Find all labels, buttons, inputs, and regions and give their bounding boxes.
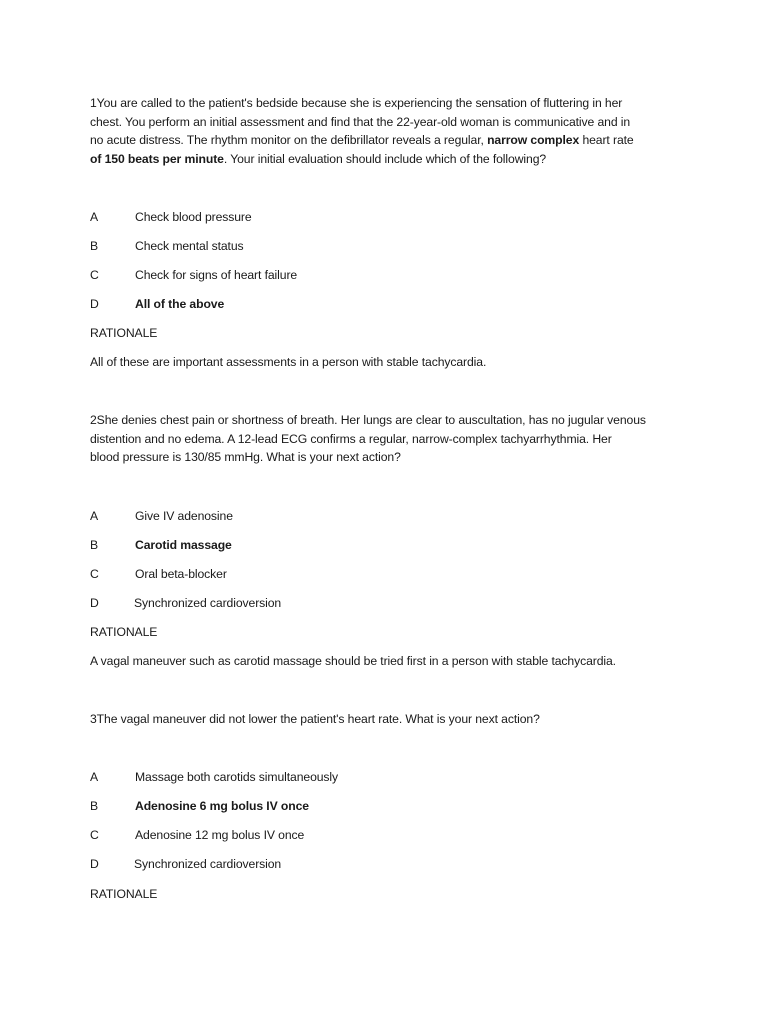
question-3-prompt: 3The vagal maneuver did not lower the patient's heart rate. What is your next action? [90,712,540,726]
question-1-rationale-heading: RATIONALE [90,326,158,340]
question-1-line-2: chest. You perform an initial assessment and find that the 22-year-old woman is communicative and in [90,114,631,129]
option-text: Check for signs of heart failure [135,268,298,282]
question-1-highlight-narrow-complex: narrow complex [487,133,580,147]
question-2-prompt [90,411,690,467]
option-letter: B [90,239,99,253]
option-letter: A [90,210,99,224]
option-text: Check mental status [135,239,244,253]
option-text: Synchronized cardioversion [134,596,282,610]
option-text: Check blood pressure [135,210,252,224]
option-text: Oral beta-blocker [135,567,227,581]
option-letter: A [90,770,99,784]
question-2-option-b [90,536,232,554]
question-2-rationale-heading: RATIONALE [90,625,158,639]
question-2-line-3: blood pressure is 130/85 mmHg. What is your next action? [90,450,401,464]
option-letter: D [90,297,99,311]
question-3-rationale-heading: RATIONALE [90,887,158,901]
question-1-prompt [90,94,690,168]
option-letter: B [90,799,99,813]
question-1-line-3 [90,131,690,150]
question-1-option-d [90,295,224,313]
question-1-option-a [90,208,252,226]
question-3-option-a [90,768,338,786]
question-1-line-1: 1You are called to the patient's bedside because she is experiencing the sensation of fluttering in her [90,96,623,110]
question-2-line-1: 2She denies chest pain or shortness of breath. Her lungs are clear to auscultation, has no jugular venous [90,413,646,427]
question-2-line-2: distention and no edema. A 12-lead ECG confirms a regular, narrow-complex tachyarrhythmia. Her [90,431,612,446]
question-1-rationale: All of these are important assessments in a person with stable tachycardia. [90,355,487,369]
question-3-option-b [90,797,309,815]
question-1-option-c [90,266,297,284]
option-letter: C [90,268,99,282]
option-text: Give IV adenosine [135,509,233,523]
question-1-option-b [90,237,244,255]
option-letter: B [90,538,99,552]
option-text: Massage both carotids simultaneously [135,770,339,784]
question-3-option-c [90,826,304,844]
question-1-highlight-rate: of 150 beats per minute [90,151,224,166]
question-1-line-3-tail: heart rate [579,133,634,147]
question-1-line-4 [90,150,690,169]
question-2-rationale: A vagal maneuver such as carotid massage should be tried first in a person with stable tachycardia. [90,654,616,668]
option-text-correct: Adenosine 6 mg bolus IV once [135,799,309,813]
option-letter: D [90,857,99,871]
option-text: Adenosine 12 mg bolus IV once [135,828,305,842]
option-letter: A [90,509,99,523]
question-2-option-d [90,594,281,612]
question-1-line-3-text: no acute distress. The rhythm monitor on the defibrillator reveals a regular, [90,133,488,147]
option-letter: D [90,596,99,610]
option-text-correct: Carotid massage [135,538,232,552]
question-2-option-c [90,565,227,583]
question-3-option-d [90,855,281,873]
question-2-option-a [90,507,233,525]
question-1-line-4-tail: . Your initial evaluation should include which of the following? [223,151,547,166]
option-text: Synchronized cardioversion [134,857,282,871]
option-text-correct: All of the above [135,297,225,311]
option-letter: C [90,828,99,842]
option-letter: C [90,567,99,581]
